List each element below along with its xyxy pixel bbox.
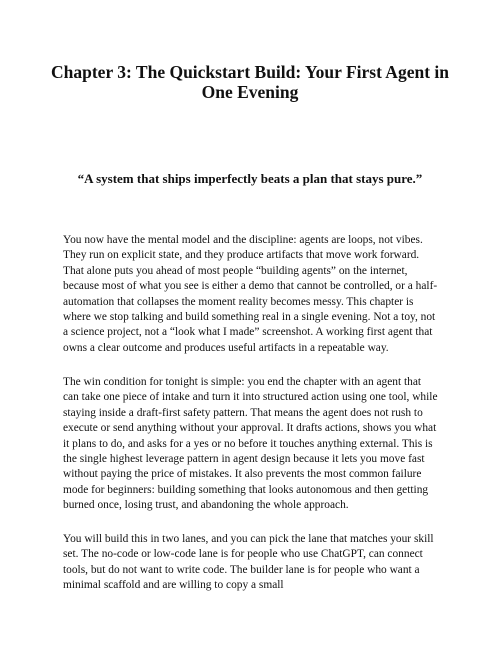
chapter-epigraph: “A system that ships imperfectly beats a plan that stays pure.” — [77, 171, 423, 186]
body-paragraph: You now have the mental model and the discipline: agents are loops, not vibes. They run on explicit state, and they produce artifacts that move work forward. That alone puts you ahead of most people “building agents” on the internet, because most of what you see is either a demo that cannot be controlled, or a half-automation that collapses the moment reality becomes messy. This chapter is where we stop talking and build something real in a single evening. Not a toy, not a science project, not a “look what I made” screenshot. A working first agent that owns a clear outcome and produces useful artifacts in a repeatable way. — [63, 234, 438, 354]
body-paragraph: The win condition for tonight is simple: you end the chapter with an agent that can take one piece of intake and turn it into structured action using one tool, while staying inside a draft-first safety pattern. That means the agent does not rush to execute or send anything without your approval. It drafts actions, shows you what it plans to do, and asks for a yes or no before it touches anything external. This is the single highest leverage pattern in agent design because it lets you move fast without paying the price of mistakes. It also prevents the most common failure mode for beginners: building something that looks autonomous and then getting burned once, losing trust, and abandoning the whole approach. — [63, 376, 438, 512]
chapter-title: Chapter 3: The Quickstart Build: Your First Agent in One Evening — [51, 62, 449, 102]
body-paragraph: You will build this in two lanes, and you can pick the lane that matches your skill set. The no-code or low-code lane is for people who use ChatGPT, can connect tools, but do not want to write code. The builder lane is for people who want a minimal scaffold and are willing to copy a small — [63, 533, 434, 592]
